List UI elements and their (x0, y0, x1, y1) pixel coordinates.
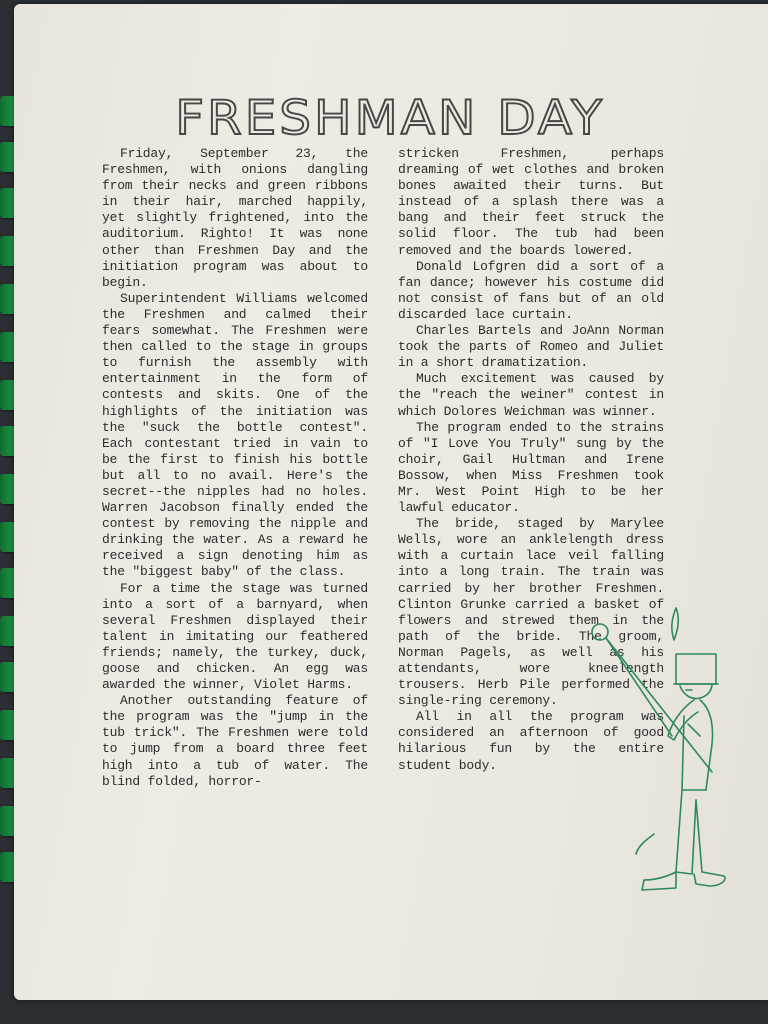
paragraph: Charles Bartels and JoAnn Norman took the parts of Romeo and Juliet in a short dramatization. (398, 323, 664, 371)
paragraph: All in all the program was considered an afternoon of good hilarious fun by the entire student body. (398, 709, 664, 773)
right-column-continuation: stricken Freshmen, perhaps dreaming of wet clothes and broken bones awaited their turns. But instead of a splash there was a bang and their feet struck the solid floor. The tub had been removed and the boards lowered. (398, 146, 664, 258)
paragraph: Donald Lofgren did a sort of a fan dance; however his costume did not consist of fans but of an old discarded lace curtain. (398, 258, 664, 322)
paragraph: The bride, staged by Marylee Wells, wore an anklelength dress with a curtain lace veil falling into a long train. The train was carried by her brother Freshmen. Clinton Grunke carried a basket of flowers and strewed them in the path of the bride. The groom, Norman Pagels, as well as his attendants, wore kneelength trousers. Herb Pile performed the single-ring ceremony. (398, 516, 664, 709)
drum-major-icon (584, 604, 740, 900)
paragraph: Superintendent Williams welcomed the Freshmen and calmed their fears somewhat. The Freshmen were then called to the stage in groups to furnish the assembly with entertainment in the form of contests and skits. One of the highlights of the initiation was the "suck the bottle contest". Each contestant tried in vain to be the first to finish his bottle but all to no avail. Here's the secret--the nipples had no holes. Warren Jacobson finally ended the contest by removing the nipple and drinking the water. As a reward he received a sign denoting him as the "biggest baby" of the class. (102, 290, 368, 580)
article-title: FRESHMAN DAY (175, 90, 605, 146)
left-column (102, 146, 368, 790)
paragraph: For a time the stage was turned into a sort of a barnyard, when several Freshmen displayed their talent in imitating our feathered friends; namely, the turkey, duck, goose and chicken. An egg was awarded the winner, Violet Harms. (102, 580, 368, 693)
paragraph: Friday, September 23, the Freshmen, with onions dangling from their necks and green ribbons in their hair, marched happily, yet slightly frightened, into the auditorium. Righto! It was none other than Freshmen Day and the initiation program was about to begin. (102, 146, 368, 290)
paragraph: Another outstanding feature of the program was the "jump in the tub trick". The Freshmen were told to jump from a board three feet high into a tub of water. The blind folded, horror- (102, 693, 368, 789)
paragraph: The program ended to the strains of "I Love You Truly" sung by the choir, Gail Hultman and Irene Bossow, when Miss Freshmen took Mr. West Point High to be her lawful educator. (398, 419, 664, 516)
paragraph: Much excitement was caused by the "reach the weiner" contest in which Dolores Weichman was winner. (398, 371, 664, 419)
